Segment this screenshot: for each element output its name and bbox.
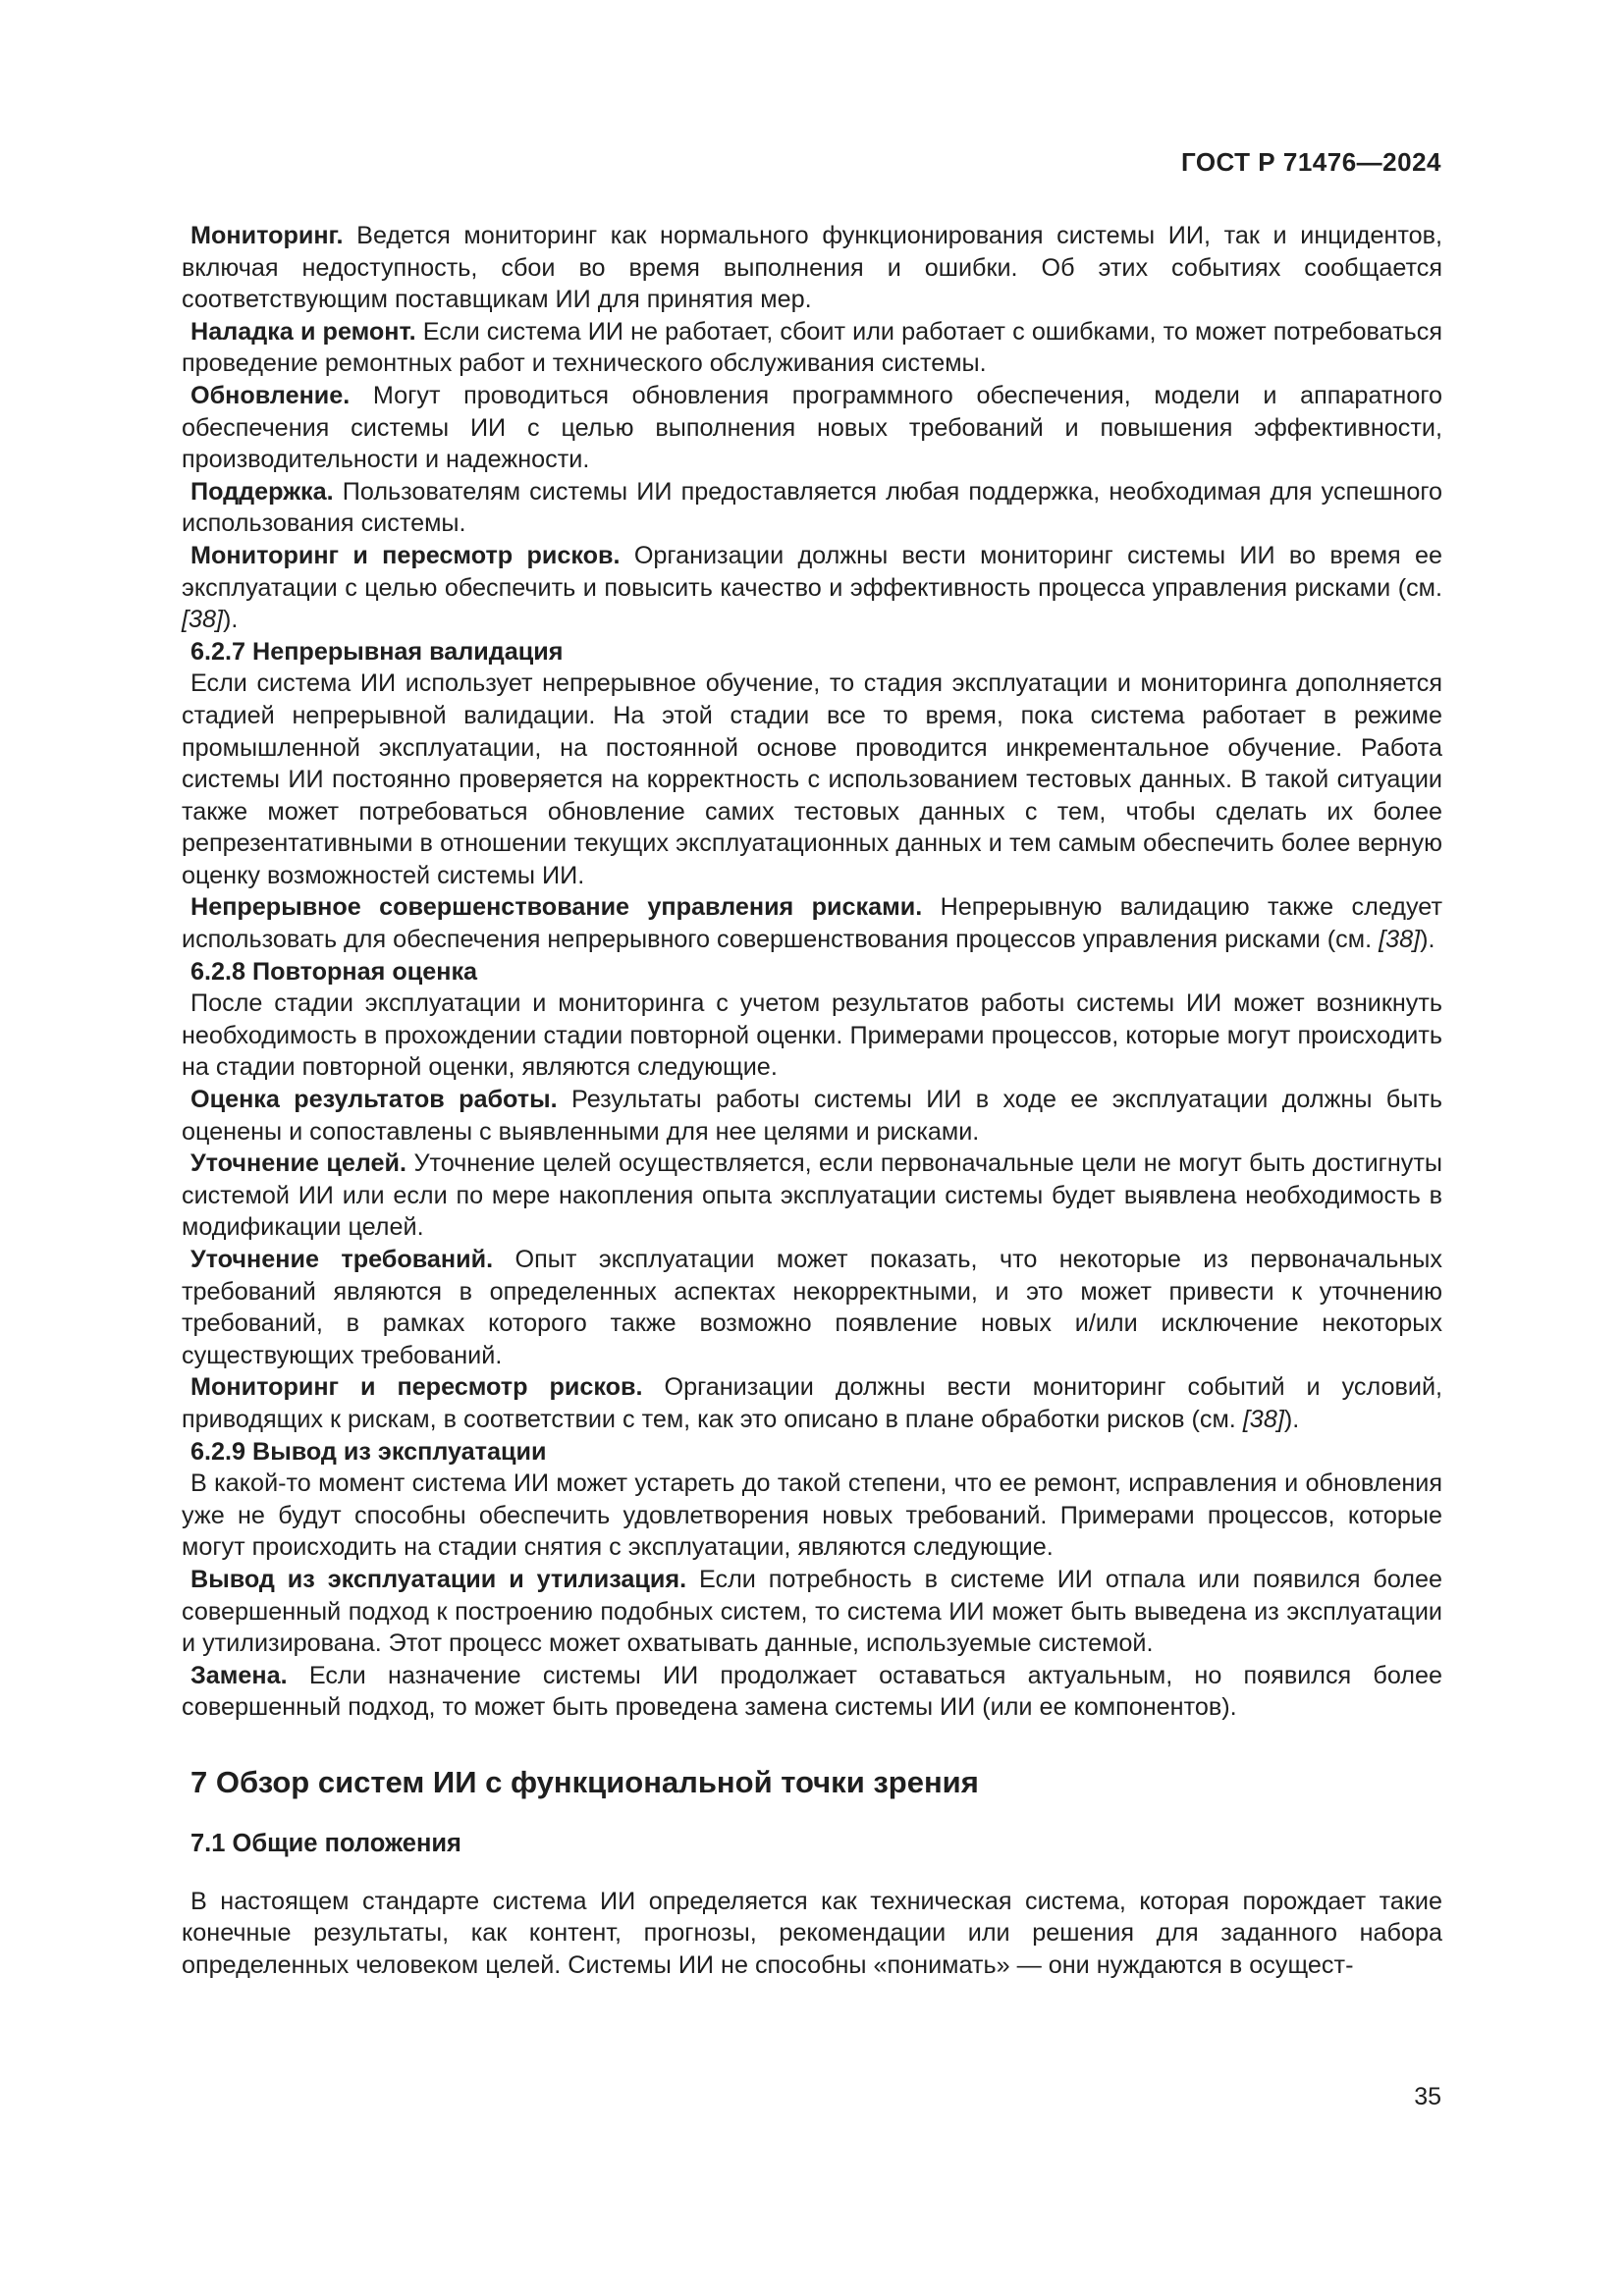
reference-link[interactable]: [38]	[182, 606, 224, 634]
term-goals: Уточнение целей.	[190, 1149, 407, 1178]
paragraph-6-2-7: Если система ИИ использует непрерывное обучение, то стадия эксплуатации и мониторинга дополняется стадией непрерывной валидации. На этой стадии все то время, пока система работает в режиме промышленной эксплуатации, на постоянной основе проводится инкрементальное обучение. Работа системы ИИ постоянно проверяется на корректность с использованием тестовых данных. В такой ситуации также может потребоваться обновление самих тестовых данных с тем, чтобы сделать их более репрезентативными в отношении текущих эксплуатационных данных и тем самым обеспечить более верную оценку возможностей системы ИИ.	[182, 669, 1442, 889]
paragraph-6-2-9: В какой-то момент система ИИ может устареть до такой степени, что ее ремонт, исправления и обновления уже не будут способны обеспечить удовлетворения новых требований. Примерами процессов, которые могут происходить на стадии снятия с эксплуатации, являются следующие.	[182, 1469, 1442, 1562]
paragraph-goals	[182, 1148, 1442, 1244]
paragraph-requirements	[182, 1244, 1442, 1371]
paragraph-repair	[182, 316, 1442, 380]
term-risk-monitoring-2: Мониторинг и пересмотр рисков.	[190, 1373, 643, 1402]
paragraph-6-2-8: После стадии эксплуатации и мониторинга с учетом результатов работы системы ИИ может возникнуть необходимость в прохождении стадии повторной оценки. Примерами процессов, которые могут происходить на стадии повторной оценки, являются следующие.	[182, 989, 1442, 1082]
reference-link[interactable]: [38]	[1242, 1405, 1284, 1433]
paragraph-7-1: В настоящем стандарте система ИИ определяется как техническая система, которая порождает такие конечные результаты, как контент, прогнозы, рекомендации или решения для заданного набора определенных человеком целей. Системы ИИ не способны «понимать» — они нуждаются в осущест-	[182, 1887, 1442, 1979]
paragraph-update	[182, 380, 1442, 476]
page-body	[182, 220, 1442, 1981]
term-update: Обновление.	[190, 381, 351, 409]
text-support: Пользователям системы ИИ предоставляется любая поддержка, необходимая для успешного использования системы.	[182, 477, 1442, 538]
term-disposal: Вывод из эксплуатации и утилизация.	[190, 1565, 687, 1593]
term-replacement: Замена.	[190, 1661, 288, 1689]
term-repair: Наладка и ремонт.	[190, 317, 416, 346]
term-monitoring: Мониторинг.	[190, 222, 344, 249]
text-continuous-improvement: Непрерывную валидацию также следует использовать для обеспечения непрерывного совершенствования процессов управления рисками (см.	[182, 893, 1442, 954]
paragraph-support	[182, 476, 1442, 540]
section-heading-6-2-9: 6.2.9 Вывод из эксплуатации	[190, 1437, 547, 1466]
text-risk-monitoring-2-end: ).	[1283, 1405, 1300, 1433]
term-risk-monitoring-1: Мониторинг и пересмотр рисков.	[190, 541, 621, 569]
text-update: Могут проводиться обновления программного обеспечения, модели и аппаратного обеспечения системы ИИ с целью выполнения новых требований и повышения эффективности, производительности и надежности.	[182, 381, 1442, 474]
reference-link[interactable]: [38]	[1379, 926, 1421, 954]
paragraph-disposal	[182, 1564, 1442, 1660]
text-replacement: Если назначение системы ИИ продолжает оставаться актуальным, но появился более совершенный подход, то может быть проведена замена системы ИИ (или ее компонентов).	[182, 1661, 1442, 1722]
text-risk-monitoring-2: Организации должны вести мониторинг событий и условий, приводящих к рискам, в соответствии с тем, как это описано в плане обработки рисков (см.	[182, 1373, 1443, 1433]
text-risk-monitoring-1: Организации должны вести мониторинг системы ИИ во время ее эксплуатации с целью обеспечить и повысить качество и эффективность процесса управления рисками (см.	[182, 541, 1443, 602]
paragraph-monitoring	[182, 220, 1442, 316]
document-number: ГОСТ Р 71476—2024	[1180, 147, 1441, 177]
text-risk-monitoring-1-end: ).	[223, 606, 239, 634]
section-heading-6-2-8: 6.2.8 Повторная оценка	[190, 957, 478, 986]
paragraph-risk-monitoring-1	[182, 540, 1442, 636]
text-repair: Если система ИИ не работает, сбоит или работает с ошибками, то может потребоваться проведение ремонтных работ и технического обслуживания системы.	[182, 317, 1442, 378]
section-heading-7-1: 7.1 Общие положения	[190, 1829, 461, 1857]
term-evaluation: Оценка результатов работы.	[190, 1086, 558, 1114]
paragraph-replacement	[182, 1660, 1442, 1724]
text-evaluation: Результаты работы системы ИИ в ходе ее эксплуатации должны быть оценены и сопоставлены с выявленными для нее целями и рисками.	[182, 1086, 1442, 1146]
term-continuous-improvement: Непрерывное совершенствование управления рисками.	[190, 893, 923, 922]
section-heading-6-2-7: 6.2.7 Непрерывная валидация	[190, 637, 564, 666]
page-number: 35	[1414, 2083, 1441, 2110]
paragraph-risk-monitoring-2	[182, 1371, 1442, 1435]
term-requirements: Уточнение требований.	[190, 1246, 494, 1273]
text-goals: Уточнение целей осуществляется, если первоначальные цели не могут быть достигнуты системой ИИ или если по мере накопления опыта эксплуатации системы будет выявлена необходимость в модификации целей.	[182, 1149, 1442, 1242]
text-continuous-improvement-end: ).	[1420, 926, 1435, 954]
paragraph-evaluation	[182, 1084, 1442, 1148]
text-monitoring: Ведется мониторинг как нормального функционирования системы ИИ, так и инцидентов, включая недоступность, сбои во время выполнения и ошибки. Об этих событиях сообщается соответствующим поставщикам ИИ для принятия мер.	[182, 222, 1442, 314]
paragraph-continuous-improvement	[182, 891, 1442, 955]
text-requirements: Опыт эксплуатации может показать, что некоторые из первоначальных требований являются в определенных аспектах некорректными, и это может привести к уточнению требований, в рамках которого также возможно появление новых и/или исключение некоторых существующих требований.	[182, 1246, 1442, 1369]
text-disposal: Если потребность в системе ИИ отпала или появился более совершенный подход к построению подобных систем, то система ИИ может быть выведена из эксплуатации и утилизирована. Этот процесс может охватывать данные, используемые системой.	[182, 1565, 1443, 1658]
section-heading-7: 7 Обзор систем ИИ с функциональной точки зрения	[190, 1764, 979, 1799]
term-support: Поддержка.	[190, 477, 334, 506]
